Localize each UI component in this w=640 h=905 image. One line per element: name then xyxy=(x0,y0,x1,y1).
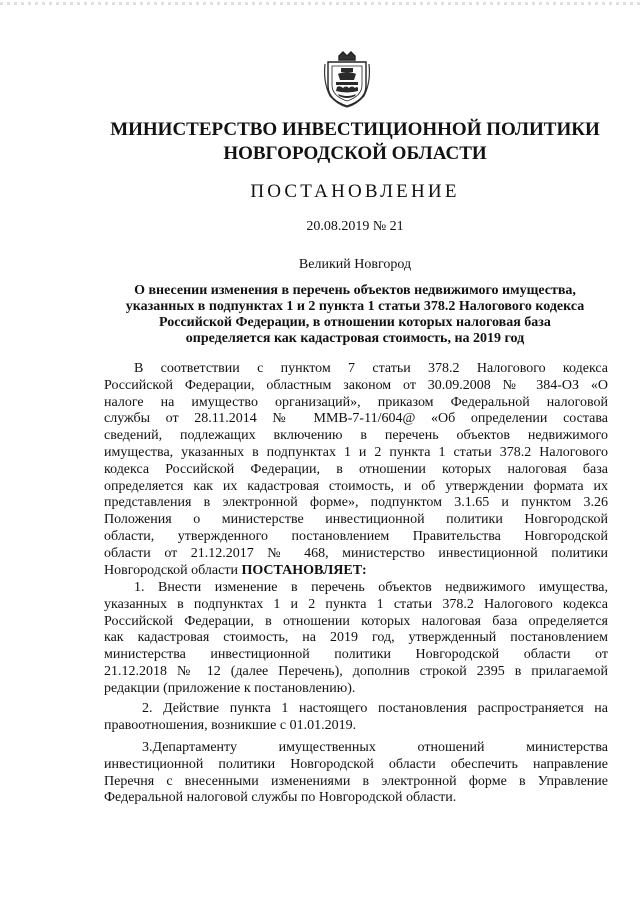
coat-of-arms-emblem xyxy=(322,50,372,108)
text-line xyxy=(104,563,608,580)
decree-title-line: указанных в подпунктах 1 и 2 пункта 1 статьи 378.2 Налогового кодекса xyxy=(125,299,585,314)
text-line: 1. Внести изменение в перечень объектов недвижимого имущества, xyxy=(134,580,608,595)
text-line: редакции (приложение к постановлению). xyxy=(104,680,356,696)
text-line: правоотношения, возникшие с 01.01.2019. xyxy=(104,717,357,733)
text-line: Федеральной налоговой службы по Новгородской области. xyxy=(104,790,457,806)
text-line: 3.Департаменту имущественных отношений министерства xyxy=(142,740,608,755)
decree-title-line: определяется как кадастровая стоимость, на 2019 год xyxy=(185,331,525,346)
ministry-name-line2: НОВГОРОДСКОЙ ОБЛАСТИ xyxy=(223,143,487,164)
text-line: 21.12.2018 № 12 (далее Перечень), дополнив строкой 2395 в прилагаемой xyxy=(104,663,608,679)
item-1-paragraph xyxy=(104,580,608,698)
text-line: министерства инвестиционной политики Новгородской области от xyxy=(104,647,608,663)
decree-keyword: ПОСТАНОВЛЯЕТ: xyxy=(241,562,367,578)
date-and-number: 20.08.2019 № 21 xyxy=(306,219,404,234)
text-line: службы от 28.11.2014 № ММВ-7-11/604@ «Об определении состава xyxy=(104,411,608,427)
text-line: представления в электронной форме», подпунктом 3.1.65 и пунктом 3.26 xyxy=(104,495,608,511)
text-line: Российской Федерации, в отношении которых налоговая база определяется xyxy=(104,613,608,629)
text-fragment: Новгородской области xyxy=(104,562,242,578)
text-line: В соответствии с пунктом 7 статьи 378.2 Налогового кодекса xyxy=(134,361,608,376)
text-line: налоге на имущество организаций», приказом Федеральной налоговой xyxy=(104,394,608,410)
city: Великий Новгород xyxy=(298,257,412,272)
text-line: области, утвержденного постановлением Правительства Новгородской xyxy=(104,528,608,544)
document-type: ПОСТАНОВЛЕНИЕ xyxy=(250,181,460,202)
text-line: Перечня с внесенными изменениями в электронной форме в Управление xyxy=(104,773,608,789)
scan-artifact xyxy=(0,2,640,5)
decree-title-line: Российской Федерации, в отношении которых налоговая база xyxy=(159,315,551,330)
item-2-paragraph xyxy=(104,701,608,735)
text-line: определяется как их кадастровая стоимость, и об утверждении формата их xyxy=(104,478,608,494)
text-line: Российской Федерации, областным законом от 30.09.2008 № 384-ОЗ «О xyxy=(104,377,608,393)
text-line: инвестиционной политики Новгородской области обеспечить направление xyxy=(104,756,608,772)
text-line: имущества, указанных в подпунктах 1 и 2 пункта 1 статьи 378.2 Налогового xyxy=(104,444,608,460)
text-line: 2. Действие пункта 1 настоящего постановления распространяется на xyxy=(142,701,608,716)
text-line: как кадастровая стоимость, на 2019 год, утвержденный постановлением xyxy=(104,630,608,646)
text-line: Положения о министерстве инвестиционной политики Новгородской xyxy=(104,512,608,528)
text-line: кодекса Российской Федерации, в отношении которых налоговая база xyxy=(104,461,608,477)
preamble-paragraph xyxy=(104,361,608,579)
ministry-name-line1: МИНИСТЕРСТВО ИНВЕСТИЦИОННОЙ ПОЛИТИКИ xyxy=(110,119,600,140)
text-line: указанных в подпунктах 1 и 2 пункта 1 статьи 378.2 Налогового кодекса xyxy=(104,596,608,612)
text-line: области от 21.12.2017 № 468, министерство инвестиционной политики xyxy=(104,545,608,561)
item-3-paragraph xyxy=(104,740,608,807)
decree-title-line: О внесении изменения в перечень объектов недвижимого имущества, xyxy=(134,283,576,298)
text-line: сведений, подлежащих включению в перечень объектов недвижимого xyxy=(104,428,608,444)
